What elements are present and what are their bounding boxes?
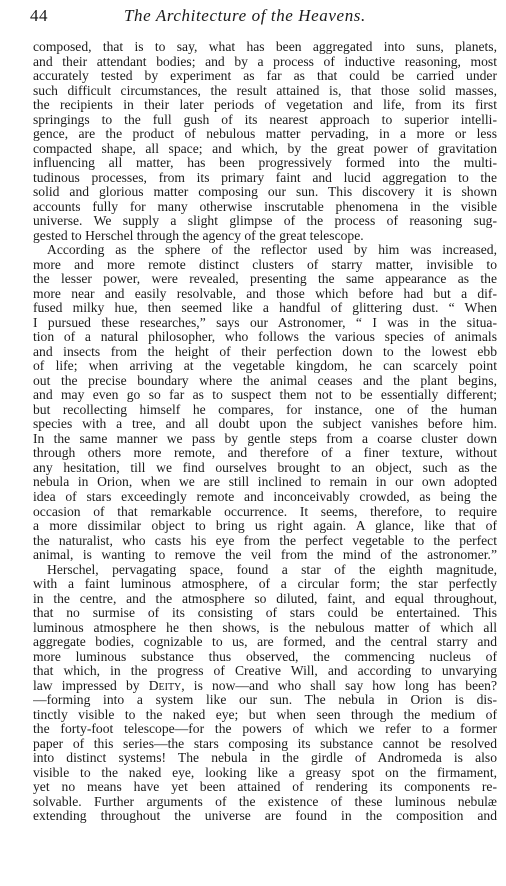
text-line: solvable. Further arguments of the existence of these luminous nebulæ [33, 794, 497, 809]
text-line: and their attendant bodies; and by a process of inductive reasoning, most [33, 54, 497, 69]
text-line: the naturalist, who casts his eye from the perfect vegetable to the perfect [33, 533, 497, 548]
text-line: that no surmise of its consisting of stars could be entertained. This [33, 606, 497, 621]
text-line: more near and easily resolvable, and those which before had but a dif- [33, 286, 497, 301]
text-line: springings to the full gush of its nearest approach to superior intelli- [33, 112, 497, 127]
text-line: of life; when arriving at the vegetable kingdom, he can scarcely point [33, 359, 497, 374]
text-line: gested to Herschel through the agency of the great telescope. [33, 228, 364, 243]
text-line: gence, are the product of nebulous matter pervading, in a more or less [33, 127, 497, 142]
text-line: that which, in the progress of Creative Will, and according to unvarying [33, 664, 497, 679]
text-line: such difficult circumstances, the result attained is, that those solid masses, [33, 83, 497, 98]
text-line: out the precise boundary where the animal ceases and the plant begins, [33, 373, 497, 388]
text-line: I pursued these researches,” says our Astronomer, “ I was in the situa- [33, 315, 497, 330]
text-line: any hesitation, till we find ourselves brought to an object, such as the [33, 460, 497, 475]
text-line: visible to the naked eye, looking like a greasy spot on the firmament, [33, 765, 497, 780]
page-number: 44 [30, 6, 48, 25]
text-line: in the centre, and the atmosphere so diluted, faint, and equal throughout, [33, 591, 497, 606]
running-title: The Architecture of the Heavens. [124, 6, 366, 25]
text-line: extending throughout the universe are found in the composition and [33, 809, 497, 824]
text-line: fused milky hue, then seemed like a handful of glittering dust. “ When [33, 301, 497, 316]
text-line: nebula in Orion, when we are still inclined to remain in our own adopted [33, 475, 497, 490]
text-line: yet no means have yet been attained of rendering its components re- [33, 780, 497, 795]
text-line: accounts fully for many otherwise inscrutable phenomena in the visible [33, 199, 497, 214]
text-line: and insects from the height of their perfection down to the lowest ebb [33, 344, 497, 359]
text-line: idea of stars exceedingly remote and inconceivably crowded, as being the [33, 489, 497, 504]
text-line: composed, that is to say, what has been aggregated into suns, planets, [33, 40, 497, 54]
text-line: aggregate bodies, cognizable to us, are formed, and the central starry and [33, 635, 497, 650]
body-text [33, 40, 497, 824]
text-line: occasion of that remarkable occurrence. It seems, therefore, to require [33, 504, 497, 519]
text-line: with a faint luminous atmosphere, of a circular form; the star perfectly [33, 577, 497, 592]
text-line: tinctly visible to the naked eye; but when seen through the medium of [33, 707, 497, 722]
text-line-segment: law impressed by [33, 678, 149, 693]
text-line-segment: , is now—and who shall say how long has been? [181, 678, 497, 693]
text-line: solid and glorious matter composing our sun. This discovery it is shown [33, 185, 497, 200]
text-line: but recollecting himself he compares, for instance, one of the human [33, 402, 497, 417]
text-line: universe. We supply a slight glimpse of the process of reasoning sug- [33, 214, 497, 229]
text-line: tion of a natural philosopher, who follows the various species of animals [33, 330, 497, 345]
text-line: the forty-foot telescope—for the powers of which we refer to a former [33, 722, 497, 737]
text-line: —forming into a system like our sun. The nebula in Orion is dis- [33, 693, 497, 708]
text-line: Herschel, pervagating space, found a star of the eighth magnitude, [47, 562, 497, 577]
text-line: and may even go so far as to suspect them not to be essentially different; [33, 388, 497, 403]
text-line: animal, is wanting to remove the veil from the mind of the astronomer.” [33, 548, 497, 563]
text-line: more luminous substance thus observed, the commencing nucleus of [33, 649, 497, 664]
text-line [33, 679, 497, 694]
text-line: influencing all matter, has been progressively formed into the multi- [33, 156, 497, 171]
text-line: luminous atmosphere he then shows, is the nebulous matter of which all [33, 620, 497, 635]
text-line: In the same manner we pass by gentle steps from a coarse cluster down [33, 431, 497, 446]
text-line: accurately tested by experiment as far as that could be carried under [33, 69, 497, 84]
text-line: into distinct systems! The nebula in the girdle of Andromeda is also [33, 751, 497, 766]
text-line: more and more remote distinct clusters of starry matter, invisible to [33, 257, 497, 272]
small-caps-word: Deity [148, 678, 182, 693]
text-line: the lesser power, were revealed, presenting the same appearance as the [33, 272, 497, 287]
text-line: the recipients in their later periods of vegetation and life, from its first [33, 98, 497, 113]
text-line: According as the sphere of the reflector used by him was increased, [47, 243, 497, 258]
text-line: through others more remote, and therefore of a finer texture, without [33, 446, 497, 461]
running-head [30, 6, 494, 28]
text-line: a more dissimilar object to bring us right again. A glance, like that of [33, 519, 497, 534]
text-line: compacted shape, all space; and which, by the great power of gravitation [33, 141, 497, 156]
text-line: species with a tree, and all doubt upon the subject vanishes before him. [33, 417, 497, 432]
text-line: tudinous processes, from its primary faint and lucid aggregation to the [33, 170, 497, 185]
text-line: paper of this series—the stars composing its substance cannot be resolved [33, 736, 497, 751]
